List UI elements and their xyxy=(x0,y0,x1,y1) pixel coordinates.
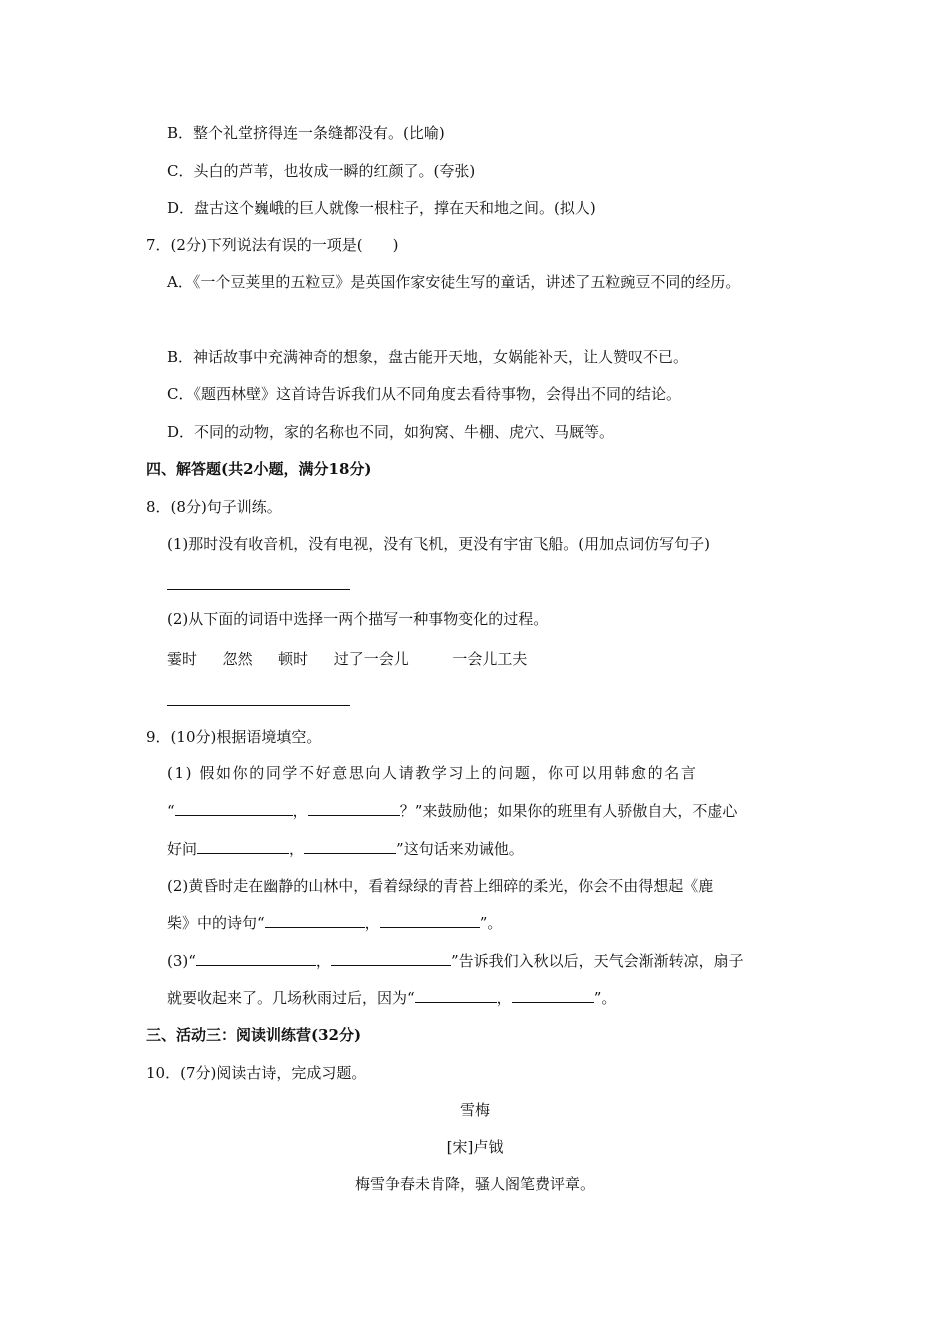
q7-option-b: B．神话故事中充满神奇的想象，盘古能开天地，女娲能补天，让人赞叹不已。 xyxy=(167,348,689,366)
poem-line-1: 梅雪争春未肯降，骚人阁笔费评章。 xyxy=(354,1175,595,1193)
q9-blank-4[interactable] xyxy=(304,838,396,854)
q7-option-d: D．不同的动物，家的名称也不同，如狗窝、牛棚、虎穴、马厩等。 xyxy=(167,423,615,441)
q10-stem: 10．(7分)阅读古诗，完成习题。 xyxy=(146,1064,367,1082)
q9-s1-line1: (1) 假如你的同学不好意思向人请教学习上的问题，你可以用韩愈的名言 xyxy=(167,764,698,782)
q7-option-c: C．《题西林壁》这首诗告诉我们从不同角度去看待事物，会得出不同的结论。 xyxy=(167,385,681,403)
q8-sub1-answer-line[interactable] xyxy=(167,589,350,590)
q6-option-d: D．盘古这个巍峨的巨人就像一根柱子，撑在天和地之间。(拟人) xyxy=(167,199,596,217)
word-3: 顿时 xyxy=(278,650,309,668)
q9-blank-10[interactable] xyxy=(512,987,594,1003)
q8-sub2-answer-line[interactable] xyxy=(167,705,350,706)
word-4: 过了一会儿 xyxy=(333,650,409,668)
word-5: 一会儿工夫 xyxy=(452,650,528,668)
q9-blank-2[interactable] xyxy=(308,800,400,816)
q8-stem: 8．(8分)句子训练。 xyxy=(146,498,282,516)
q6-option-b: B．整个礼堂挤得连一条缝都没有。(比喻) xyxy=(167,124,445,142)
q9-s1-line2-text: ？”来鼓励他；如果你的班里有人骄傲自大，不虚心 xyxy=(399,802,738,820)
q8-sub2: (2)从下面的词语中选择一两个描写一种事物变化的过程。 xyxy=(167,610,549,628)
comma: ， xyxy=(289,840,305,858)
q9-blank-9[interactable] xyxy=(415,987,497,1003)
q9-blank-3[interactable] xyxy=(197,838,289,854)
q9-s3-line2-pre: 就要收起来了。几场秋雨过后，因为“ xyxy=(167,989,415,1007)
section-heading-3: 三、活动三：阅读训练营(32分) xyxy=(146,1026,362,1044)
word-2: 忽然 xyxy=(222,650,253,668)
q9-s3-line1-post: ”告诉我们入秋以后，天气会渐渐转凉，扇子 xyxy=(450,952,744,970)
q9-blank-5[interactable] xyxy=(265,912,365,928)
comma: ， xyxy=(364,914,380,932)
q9-s2-line2-post: ”。 xyxy=(479,914,503,932)
section-heading-4: 四、解答题(共2小题，满分18分) xyxy=(146,460,372,478)
q7-option-a: A．《一个豆荚里的五粒豆》是英国作家安徒生写的童话，讲述了五粒豌豆不同的经历。 xyxy=(167,273,741,291)
q6-option-c: C．头白的芦苇，也妆成一瞬的红颜了。(夸张) xyxy=(167,162,476,180)
poem-author: [宋]卢钺 xyxy=(446,1138,504,1156)
q9-s2-line2-pre: 柴》中的诗句“ xyxy=(167,914,265,932)
q9-s1-line3-post: ”这句话来劝诫他。 xyxy=(396,840,524,858)
poem-title: 雪梅 xyxy=(459,1101,490,1119)
q9-blank-6[interactable] xyxy=(380,912,480,928)
q9-blank-1[interactable] xyxy=(175,800,293,816)
q7-stem: 7．(2分)下列说法有误的一项是( ) xyxy=(146,236,399,254)
q9-stem: 9．(10分)根据语境填空。 xyxy=(146,728,322,746)
q8-word-list xyxy=(167,648,527,670)
q9-s2-line1: (2)黄昏时走在幽静的山林中，看着绿绿的青苔上细碎的柔光，你会不由得想起《鹿 xyxy=(167,877,714,895)
q9-s1-line2 xyxy=(167,800,737,822)
q9-s3-line2-post: ”。 xyxy=(593,989,617,1007)
word-1: 霎时 xyxy=(167,650,198,668)
q9-blank-8[interactable] xyxy=(331,950,451,966)
q9-s1-line3-pre: 好问 xyxy=(167,840,198,858)
q9-blank-7[interactable] xyxy=(196,950,316,966)
q9-s2-line2 xyxy=(167,912,502,934)
open-quote: “ xyxy=(167,802,175,820)
q8-sub1: (1)那时没有收音机，没有电视，没有飞机，更没有宇宙飞船。(用加点词仿写句子) xyxy=(167,535,710,553)
comma: ， xyxy=(292,802,308,820)
q9-s3-line1 xyxy=(167,950,744,972)
q9-s3-line1-pre: (3)“ xyxy=(167,952,196,970)
comma: ， xyxy=(496,989,512,1007)
q9-s3-line2 xyxy=(167,987,616,1009)
comma: ， xyxy=(315,952,331,970)
q9-s1-line3 xyxy=(167,838,524,860)
